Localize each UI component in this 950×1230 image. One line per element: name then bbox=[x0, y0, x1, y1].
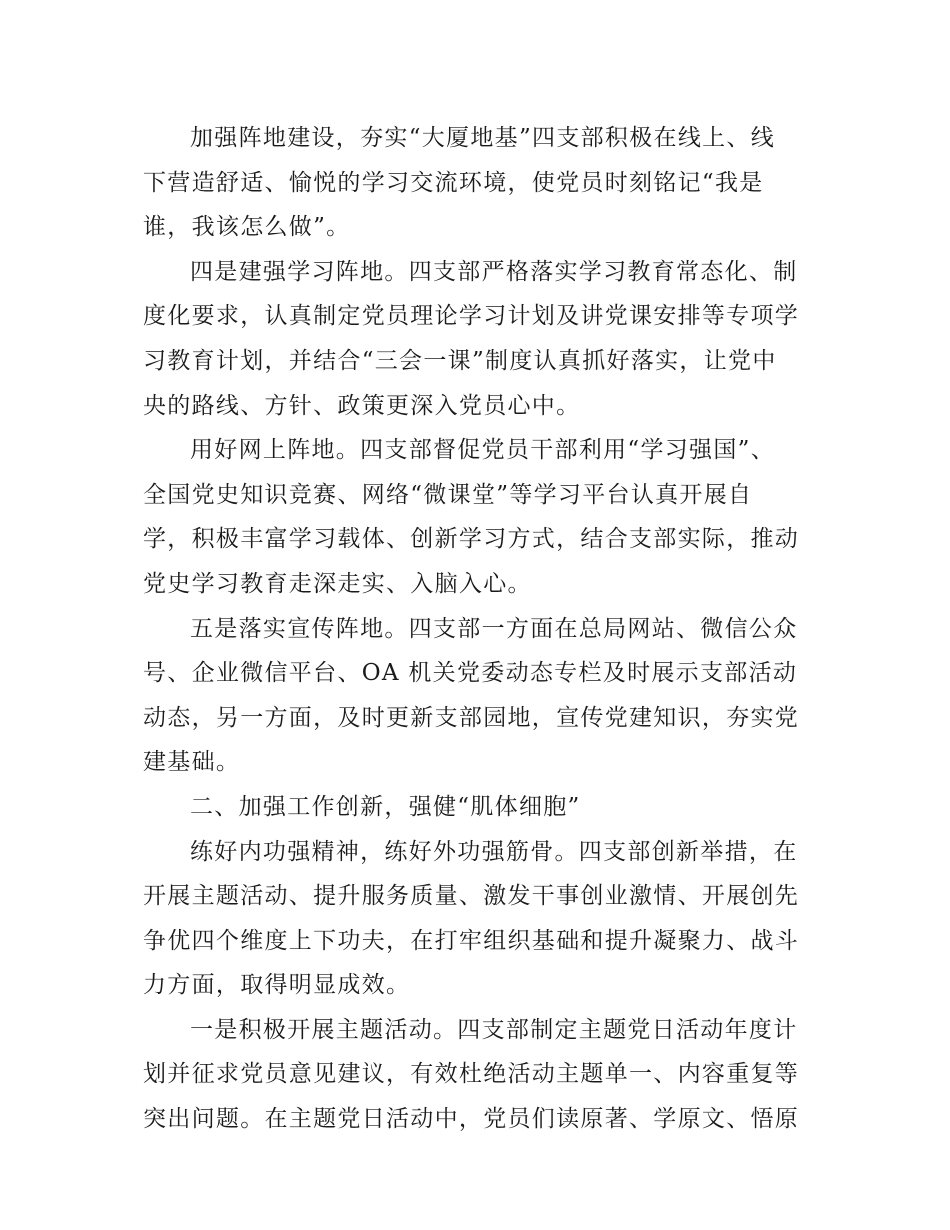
text-line: 练好内功强精神，练好外功强筋骨。四支部创新举措，在 bbox=[190, 838, 798, 865]
text-line: 五是落实宣传阵地。四支部一方面在总局网站、微信公众 bbox=[190, 615, 798, 642]
text-line: 建基础。 bbox=[143, 749, 241, 776]
text-line: 党史学习教育走深走实、入脑入心。 bbox=[143, 570, 532, 597]
text-line: 学，积极丰富学习载体、创新学习方式，结合支部实际，推动 bbox=[143, 526, 800, 553]
text-line: 开展主题活动、提升服务质量、激发干事创业激情、开展创先 bbox=[143, 883, 800, 910]
text-line: 谁，我该怎么做”。 bbox=[143, 214, 351, 241]
text-line: 度化要求，认真制定党员理论学习计划及讲党课安排等专项学 bbox=[143, 303, 800, 330]
text-line: 央的路线、方针、政策更深入党员心中。 bbox=[143, 392, 581, 419]
text-line: 加强阵地建设，夯实“大厦地基”四支部积极在线上、线 bbox=[190, 125, 776, 151]
text-line: 争优四个维度上下功夫，在打牢组织基础和提升凝聚力、战斗 bbox=[143, 927, 800, 954]
document-body bbox=[143, 116, 813, 1142]
text-line: 全国党史知识竞赛、网络“微课堂”等学习平台认真开展自 bbox=[143, 481, 753, 508]
text-line: 下营造舒适、愉悦的学习交流环境，使党员时刻铭记“我是 bbox=[143, 169, 764, 196]
text-line: 力方面，取得明显成效。 bbox=[143, 972, 411, 999]
text-line: 习教育计划，并结合“三会一课”制度认真抓好落实，让党中 bbox=[143, 347, 777, 374]
text-line: 四是建强学习阵地。四支部严格落实学习教育常态化、制 bbox=[190, 258, 798, 285]
text-line: 突出问题。在主题党日活动中，党员们读原著、学原文、悟原 bbox=[143, 1106, 800, 1133]
text-line: 号、企业微信平台、OA 机关党委动态专栏及时展示支部活动 bbox=[143, 660, 798, 687]
section-heading: 二、加强工作创新，强健“肌体细胞” bbox=[190, 793, 581, 820]
text-line: 划并征求党员意见建议，有效杜绝活动主题单一、内容重复等 bbox=[143, 1061, 800, 1088]
text-line: 一是积极开展主题活动。四支部制定主题党日活动年度计 bbox=[190, 1016, 798, 1043]
text-line: 动态，另一方面，及时更新支部园地，宣传党建知识，夯实党 bbox=[143, 704, 800, 731]
text-line: 用好网上阵地。四支部督促党员干部利用“学习强国”、 bbox=[190, 437, 776, 464]
